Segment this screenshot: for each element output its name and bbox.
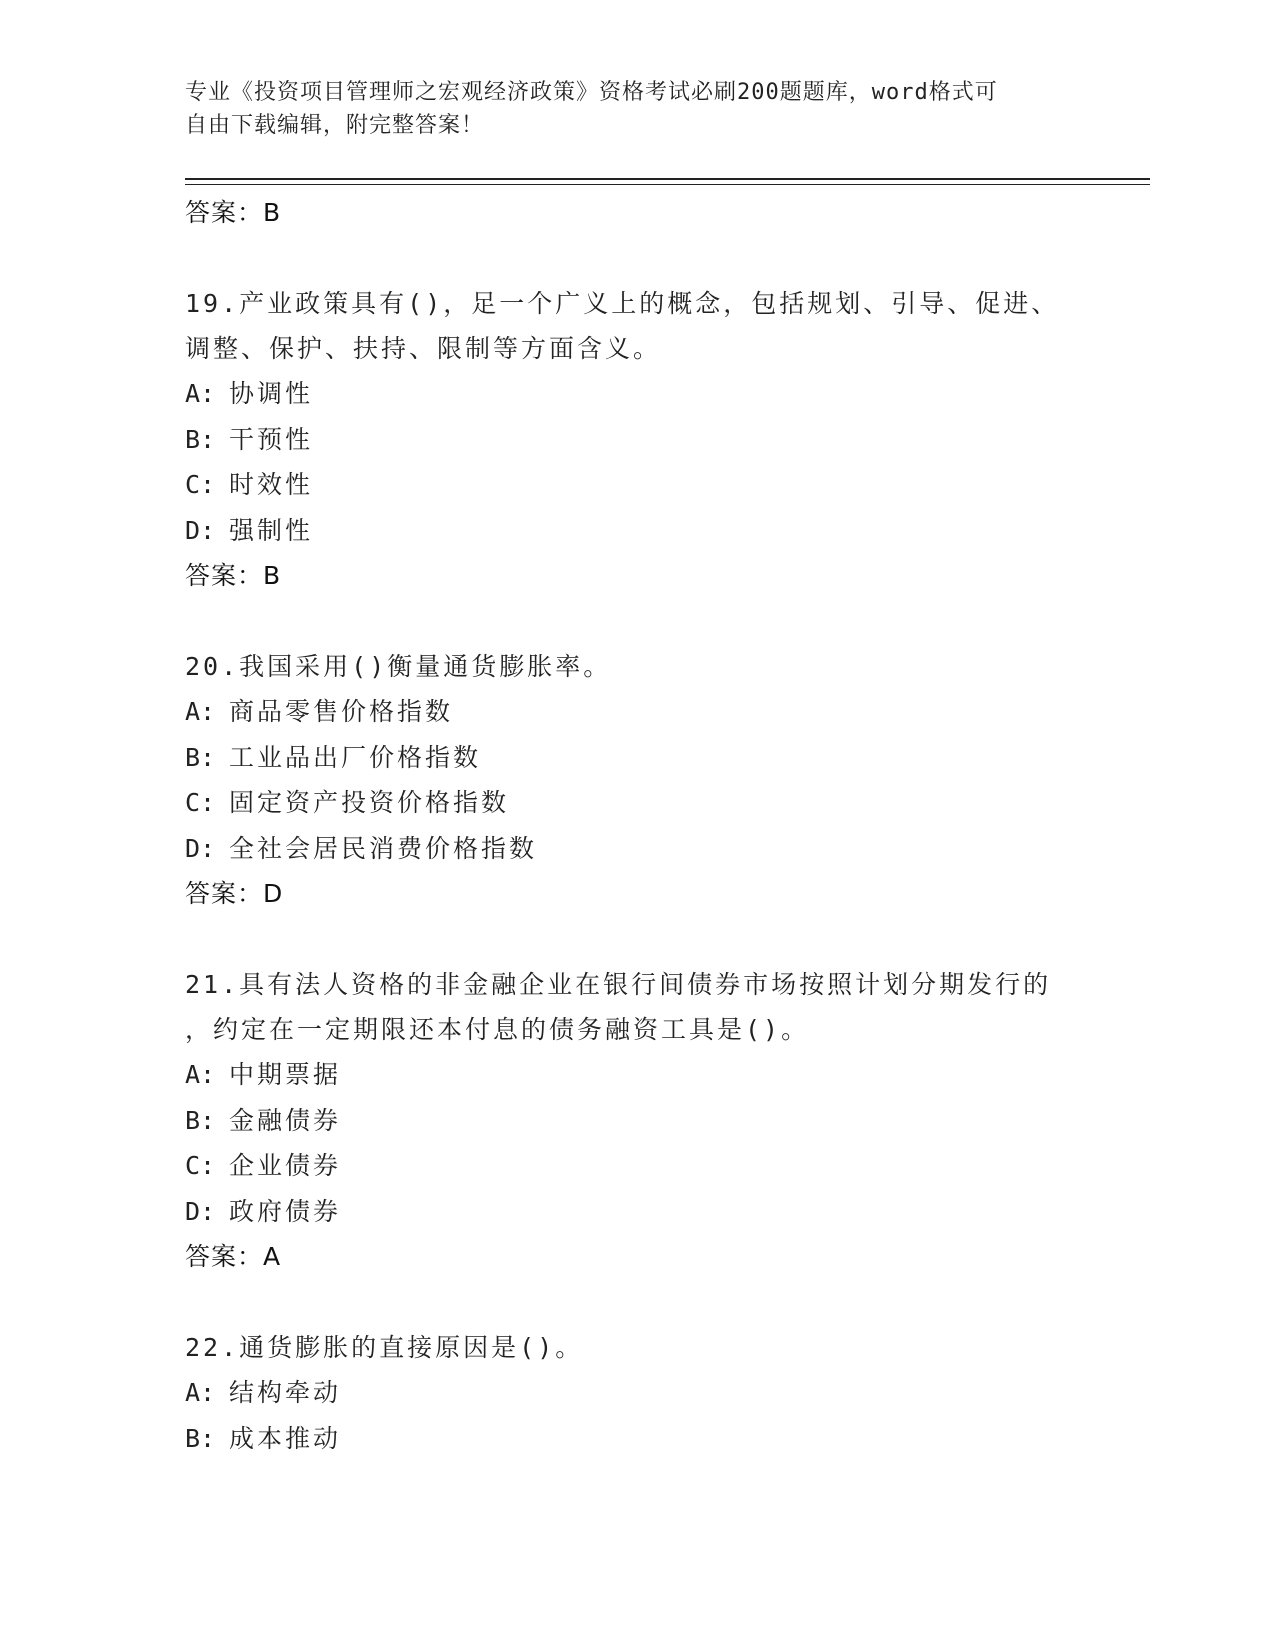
spacer: [185, 598, 1085, 644]
option-letter: A:: [185, 379, 216, 408]
option-text: 金融债券: [229, 1105, 342, 1135]
option-c: [185, 462, 1085, 508]
option-letter: C:: [185, 788, 216, 817]
header-line-2: 自由下载编辑，附完整答案！: [185, 113, 485, 138]
option-text: 干预性: [229, 424, 314, 454]
option-a: [185, 689, 1085, 735]
answer-line: 答案：B: [185, 198, 282, 227]
option-d: [185, 826, 1085, 872]
question-line: 22.通货膨胀的直接原因是()。: [185, 1333, 584, 1362]
option-letter: A:: [185, 1378, 216, 1407]
option-text: 工业品出厂价格指数: [229, 742, 482, 772]
option-a: [185, 371, 1085, 417]
question-line: 21.具有法人资格的非金融企业在银行间债券市场按照计划分期发行的: [185, 970, 1052, 999]
option-letter: B:: [185, 742, 216, 772]
question-line: 20.我国采用()衡量通货膨胀率。: [185, 652, 612, 681]
option-text: 结构牵动: [229, 1378, 342, 1407]
option-letter: A:: [185, 697, 216, 726]
option-letter: B:: [185, 424, 216, 454]
question-block: [185, 1325, 1085, 1461]
option-text: 企业债券: [229, 1151, 342, 1180]
document-header: [185, 76, 1085, 142]
option-text: 时效性: [229, 470, 314, 499]
option-text: 政府债券: [229, 1196, 342, 1226]
option-letter: A:: [185, 1060, 216, 1089]
option-text: 成本推动: [229, 1423, 342, 1453]
option-letter: B:: [185, 1423, 216, 1453]
option-text: 中期票据: [229, 1060, 342, 1089]
option-d: [185, 508, 1085, 554]
option-a: [185, 1370, 1085, 1416]
question-line: ，约定在一定期限还本付息的债务融资工具是()。: [185, 1015, 810, 1044]
option-letter: C:: [185, 470, 216, 499]
option-letter: D:: [185, 833, 216, 863]
option-text: 全社会居民消费价格指数: [229, 833, 538, 863]
option-letter: D:: [185, 1196, 216, 1226]
option-d: [185, 1189, 1085, 1235]
document-body: [185, 190, 1085, 1461]
option-text: 强制性: [229, 515, 314, 545]
option-letter: B:: [185, 1105, 216, 1135]
option-letter: D:: [185, 515, 216, 545]
spacer: [185, 1279, 1085, 1325]
option-b: [185, 735, 1085, 781]
question-line: 19.产业政策具有()，足一个广义上的概念，包括规划、引导、促进、: [185, 289, 1060, 318]
option-c: [185, 780, 1085, 826]
option-text: 固定资产投资价格指数: [229, 788, 510, 817]
answer-line: 答案：B: [185, 561, 282, 590]
spacer: [185, 916, 1085, 962]
header-rule-thin: [185, 184, 1150, 185]
question-block: [185, 281, 1085, 598]
option-b: [185, 1098, 1085, 1144]
header-rule-thick: [185, 178, 1150, 180]
option-text: 商品零售价格指数: [229, 697, 454, 726]
option-c: [185, 1143, 1085, 1189]
option-text: 协调性: [229, 379, 314, 408]
question-line: 调整、保护、扶持、限制等方面含义。: [185, 334, 662, 363]
option-b: [185, 417, 1085, 463]
option-a: [185, 1052, 1085, 1098]
option-b: [185, 1416, 1085, 1462]
answer-line: 答案：A: [185, 1242, 282, 1271]
question-block: [185, 962, 1085, 1279]
question-block: [185, 644, 1085, 916]
spacer: [185, 235, 1085, 281]
header-line-1: 专业《投资项目管理师之宏观经济政策》资格考试必刷200题题库，word格式可: [185, 80, 998, 105]
answer-line: 答案：D: [185, 879, 284, 908]
option-letter: C:: [185, 1151, 216, 1180]
